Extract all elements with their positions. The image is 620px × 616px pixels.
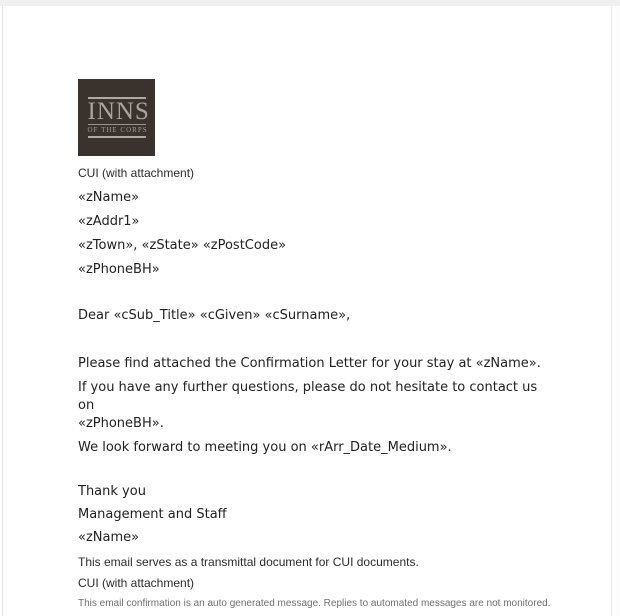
closing-merge-field-name: «zName» [78, 530, 140, 545]
paragraph-further-questions-line2: «zPhoneBH». [78, 416, 164, 431]
cui-label-top: CUI (with attachment) [78, 166, 195, 180]
salutation-line: Dear «cSub_Title» «cGiven» «cSurname», [78, 308, 351, 323]
merge-field-addr1: «zAddr1» [78, 214, 140, 229]
logo-subtitle: OF THE CORPS [87, 126, 148, 134]
closing-block [78, 483, 611, 547]
merge-field-phone: «zPhoneBH» [78, 262, 160, 277]
logo-inner-frame [87, 97, 150, 138]
scrollbar-track[interactable] [611, 6, 620, 616]
closing-thank-you: Thank you [78, 484, 146, 499]
paragraph-further-questions [78, 379, 554, 433]
address-block [78, 190, 611, 278]
transmittal-note: This email serves as a transmittal document for CUI documents. [78, 555, 419, 569]
paragraph-confirmation-letter: Please find attached the Confirmation Letter for your stay at «zName». [78, 356, 541, 371]
merge-field-name: «zName» [78, 190, 140, 205]
merge-field-town-state-postcode: «zTown», «zState» «zPostCode» [78, 238, 287, 253]
closing-management: Management and Staff [78, 507, 227, 522]
auto-generated-disclaimer: This email confirmation is an auto generated message. Replies to automated messages are not monitored. [78, 598, 551, 609]
inns-of-the-corps-logo [78, 79, 155, 156]
logo-name: INNS [87, 98, 150, 125]
paragraph-look-forward: We look forward to meeting you on «rArr_Date_Medium». [78, 440, 452, 455]
cui-label-bottom: CUI (with attachment) [78, 576, 195, 590]
paragraph-further-questions-line1: If you have any further questions, please do not hesitate to contact us on [78, 380, 538, 413]
